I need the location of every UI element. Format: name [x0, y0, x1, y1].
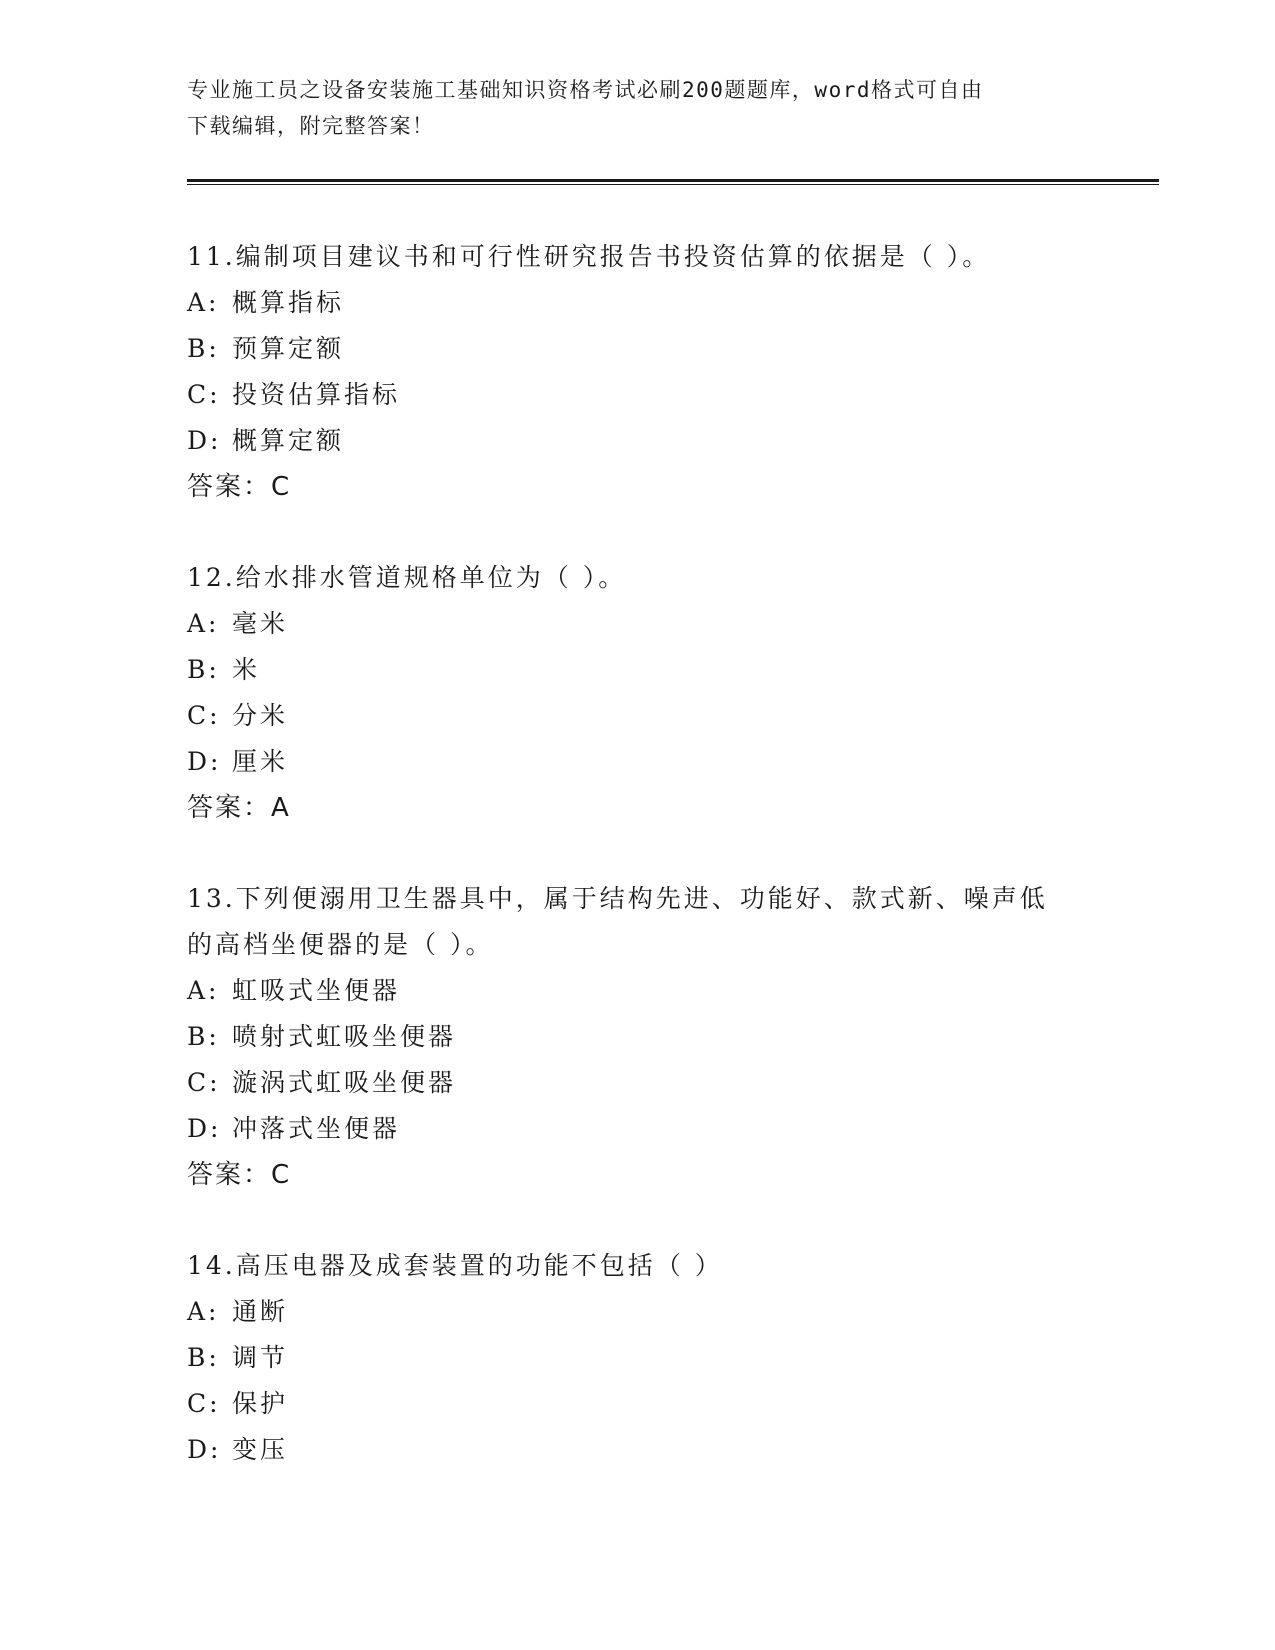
option-letter: D:: [187, 1435, 222, 1464]
header-line-2: 下载编辑，附完整答案！: [187, 114, 435, 138]
option-text: 漩涡式虹吸坐便器: [232, 1068, 457, 1097]
option-letter: B:: [187, 1343, 220, 1372]
option-a: [187, 968, 1087, 1014]
answer-text: 答案：C: [187, 472, 292, 502]
question-stem: 12.给水排水管道规格单位为（ ）。: [187, 563, 627, 592]
option-d: [187, 1427, 1087, 1473]
question-11: [187, 234, 1087, 510]
answer-text: 答案：A: [187, 793, 291, 823]
question-13: [187, 876, 1087, 1198]
question-12: [187, 555, 1087, 831]
option-b: [187, 1335, 1087, 1381]
option-d: [187, 1106, 1087, 1152]
option-text: 冲落式坐便器: [232, 1114, 401, 1143]
header-divider-thick: [187, 179, 1159, 182]
option-letter: A:: [187, 288, 220, 317]
option-letter: C:: [187, 1389, 221, 1418]
option-a: [187, 1289, 1087, 1335]
question-stem: 11.编制项目建议书和可行性研究报告书投资估算的依据是（ ）。: [187, 242, 991, 271]
option-text: 通断: [232, 1297, 289, 1326]
header-divider-thin: [187, 184, 1159, 185]
option-c: [187, 693, 1087, 739]
option-letter: B:: [187, 334, 220, 363]
option-letter: D:: [187, 1114, 222, 1143]
option-letter: D:: [187, 747, 222, 776]
option-text: 厘米: [232, 747, 289, 776]
question-stem-line-2: 的高档坐便器的是（ ）。: [187, 930, 494, 959]
option-a: [187, 280, 1087, 326]
document-header: [187, 72, 1067, 144]
option-text: 虹吸式坐便器: [232, 976, 401, 1005]
option-text: 保护: [232, 1389, 289, 1418]
option-letter: A:: [187, 609, 220, 638]
option-text: 米: [232, 655, 261, 684]
option-text: 喷射式虹吸坐便器: [232, 1022, 457, 1051]
option-letter: B:: [187, 655, 220, 684]
answer-text: 答案：C: [187, 1160, 292, 1190]
option-c: [187, 1381, 1087, 1427]
option-d: [187, 739, 1087, 785]
option-text: 概算定额: [232, 426, 345, 455]
question-stem-line-1: 13.下列便溺用卫生器具中，属于结构先进、功能好、款式新、噪声低: [187, 884, 1048, 913]
option-text: 调节: [232, 1343, 289, 1372]
option-b: [187, 326, 1087, 372]
option-text: 概算指标: [232, 288, 345, 317]
option-text: 变压: [232, 1435, 289, 1464]
header-line-1: 专业施工员之设备安装施工基础知识资格考试必刷200题题库，word格式可自由: [187, 78, 984, 102]
option-text: 毫米: [232, 609, 289, 638]
question-stem: 14.高压电器及成套装置的功能不包括（ ）: [187, 1251, 723, 1280]
option-d: [187, 418, 1087, 464]
option-letter: B:: [187, 1022, 220, 1051]
option-letter: C:: [187, 380, 221, 409]
option-b: [187, 1014, 1087, 1060]
question-14: [187, 1243, 1087, 1473]
option-letter: A:: [187, 976, 220, 1005]
option-letter: A:: [187, 1297, 220, 1326]
option-text: 投资估算指标: [232, 380, 401, 409]
option-letter: C:: [187, 1068, 221, 1097]
option-letter: C:: [187, 701, 221, 730]
option-a: [187, 601, 1087, 647]
option-letter: D:: [187, 426, 222, 455]
option-b: [187, 647, 1087, 693]
option-c: [187, 372, 1087, 418]
option-text: 预算定额: [232, 334, 345, 363]
option-text: 分米: [232, 701, 289, 730]
option-c: [187, 1060, 1087, 1106]
